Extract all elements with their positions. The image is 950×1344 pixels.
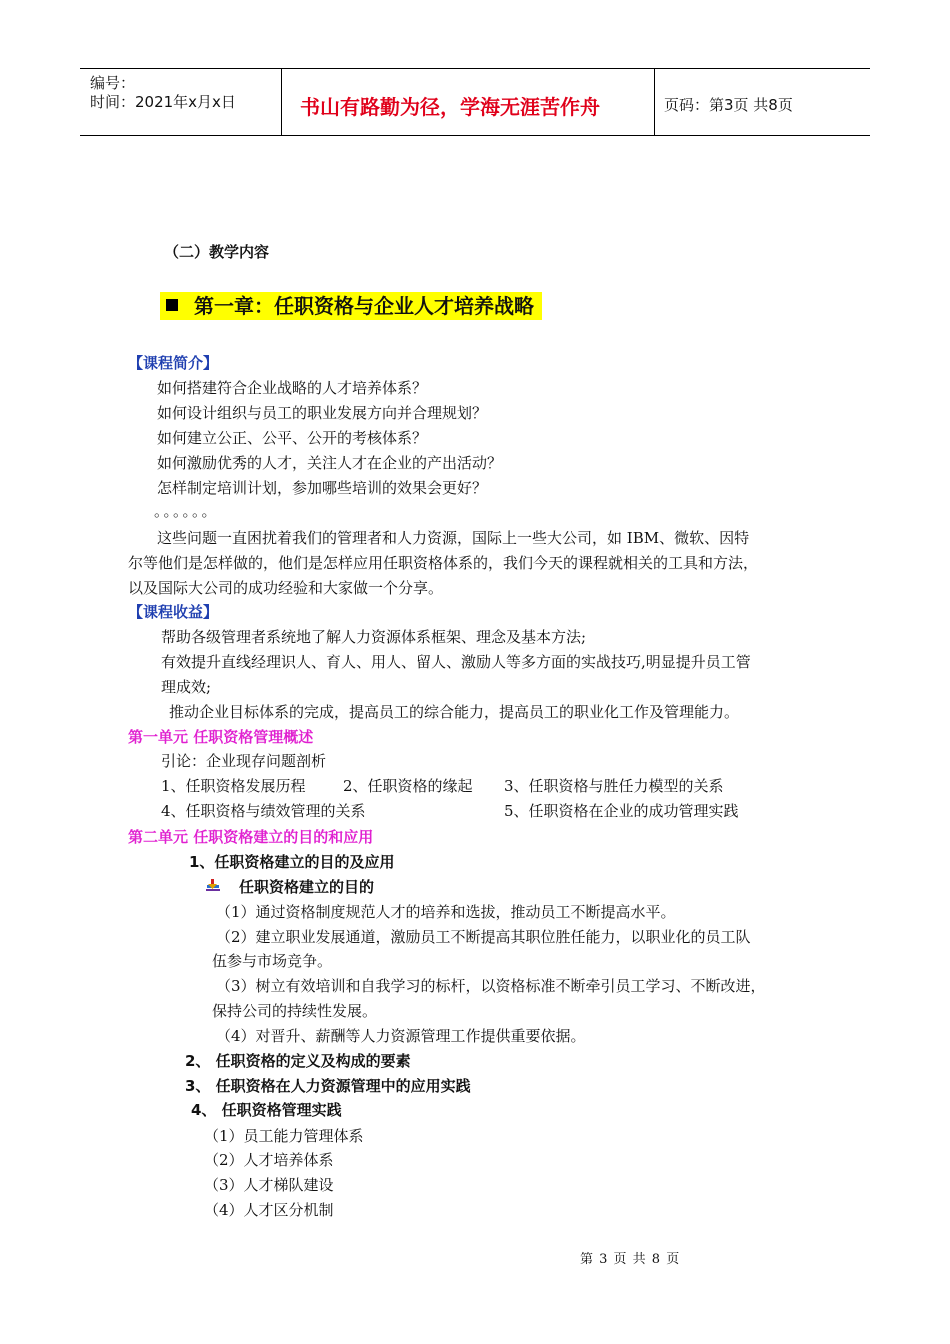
intro-question: 如何建立公正、公平、公开的考核体系？: [157, 429, 428, 447]
header-bottom-rule: [80, 135, 870, 136]
purpose-line: （2）建立职业发展通道，激励员工不断提高其职位胜任能力，以职业化的员工队: [216, 928, 751, 946]
chapter-title-text: 第一章：任职资格与企业人才培养战略: [194, 294, 534, 318]
header-top-rule: [80, 68, 870, 69]
unit1-item: 5、任职资格在企业的成功管理实践: [504, 802, 739, 820]
purpose-line: （1）通过资格制度规范人才的培养和选拔，推动员工不断提高水平。: [216, 903, 676, 921]
square-bullet-icon: [166, 299, 178, 311]
unit1-item: 2、任职资格的缘起: [343, 777, 473, 795]
intro-question: 如何搭建符合企业战略的人才培养体系？: [157, 379, 428, 397]
document-date-label: 时间：2021年x月x日: [90, 93, 236, 111]
unit1-title: 第一单元 任职资格管理概述: [128, 728, 314, 746]
chapter-title: [160, 290, 542, 319]
intro-heading: 【课程简介】: [128, 354, 219, 372]
intro-paragraph-line: 这些问题一直困扰着我们的管理者和人力资源，国际上一些大公司，如 IBM、微软、因特: [157, 529, 750, 547]
benefits-line: 理成效;: [161, 678, 212, 696]
page-footer: 第 3 页 共 8 页: [580, 1252, 681, 1267]
unit1-item: 3、任职资格与胜任力模型的关系: [504, 777, 724, 795]
arrow-bullet-icon: [205, 877, 221, 896]
header-divider: [281, 68, 282, 136]
practice-item: （4）人才区分机制: [204, 1201, 334, 1219]
purpose-line: 保持公司的持续性发展。: [212, 1002, 378, 1020]
header-divider: [654, 68, 655, 136]
practice-item: （3）人才梯队建设: [204, 1176, 334, 1194]
practice-item: （2）人才培养体系: [204, 1151, 334, 1169]
intro-paragraph-line: 尔等他们是怎样做的，他们是怎样应用任职资格体系的，我们今天的课程就相关的工具和方法，: [128, 554, 759, 572]
benefits-line: 有效提升直线经理识人、育人、用人、留人、激励人等多方面的实战技巧,明显提升员工管: [161, 653, 751, 671]
purpose-line: （3）树立有效培训和自我学习的标杆，以资格标准不断牵引员工学习、不断改进，: [216, 977, 766, 995]
unit1-item: 1、任职资格发展历程: [161, 777, 306, 795]
purpose-heading: 任职资格建立的目的: [239, 878, 375, 896]
section-title: （二）教学内容: [164, 243, 270, 261]
practice-item: （1）员工能力管理体系: [204, 1127, 364, 1145]
intro-question: 如何激励优秀的人才，关注人才在企业的产出活动？: [157, 454, 503, 472]
purpose-line: （4）对晋升、薪酬等人力资源管理工作提供重要依据。: [216, 1027, 586, 1045]
header-page-label: 页码：第3页 共8页: [664, 96, 793, 114]
unit2-subheading: 4、 任职资格管理实践: [191, 1101, 342, 1119]
header-motto: 书山有路勤为径，学海无涯苦作舟: [300, 95, 600, 119]
document-number-label: 编号：: [90, 74, 136, 92]
unit1-intro: 引论：企业现存问题剖析: [161, 752, 327, 770]
unit2-subheading: 3、 任职资格在人力资源管理中的应用实践: [185, 1077, 471, 1095]
unit1-item: 4、任职资格与绩效管理的关系: [161, 802, 366, 820]
intro-question: 怎样制定培训计划，参加哪些培训的效果会更好？: [157, 479, 488, 497]
unit2-title: 第二单元 任职资格建立的目的和应用: [128, 828, 374, 846]
purpose-line: 伍参与市场竞争。: [212, 952, 333, 970]
unit2-subheading: 1、任职资格建立的目的及应用: [189, 853, 395, 871]
unit2-subheading: 2、 任职资格的定义及构成的要素: [185, 1052, 411, 1070]
benefits-heading: 【课程收益】: [128, 603, 219, 621]
benefits-line: 帮助各级管理者系统地了解人力资源体系框架、理念及基本方法;: [161, 628, 587, 646]
intro-ellipsis: 。。。。。。: [154, 502, 219, 520]
benefits-line: 推动企业目标体系的完成，提高员工的综合能力，提高员工的职业化工作及管理能力。: [169, 703, 740, 721]
intro-question: 如何设计组织与员工的职业发展方向并合理规划？: [157, 404, 488, 422]
intro-paragraph-line: 以及国际大公司的成功经验和大家做一个分享。: [128, 579, 444, 597]
